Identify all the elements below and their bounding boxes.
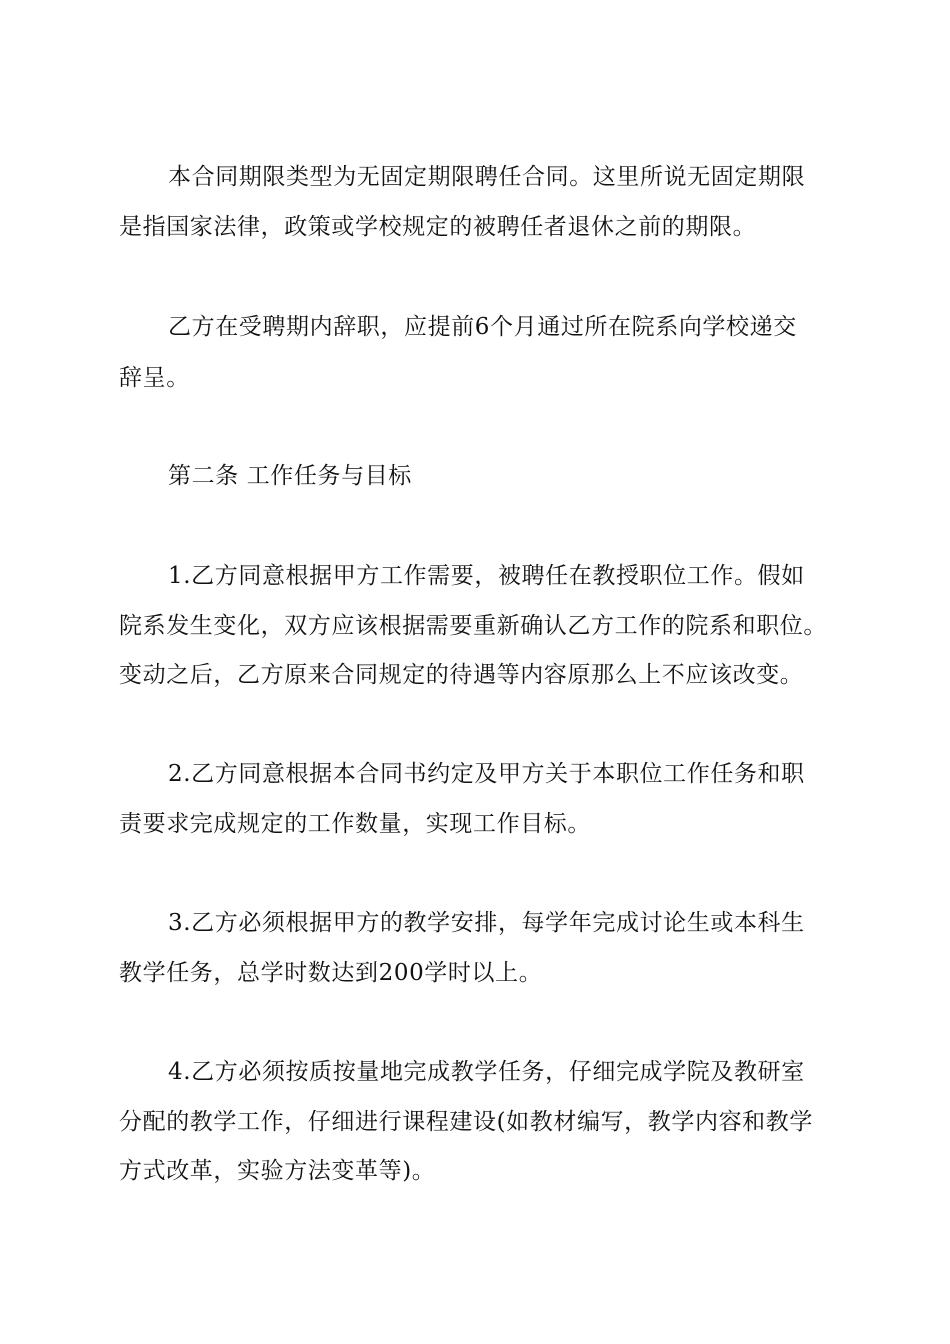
paragraph-line: 是指国家法律，政策或学校规定的被聘任者退休之前的期限。: [119, 214, 757, 240]
paragraph-line: 2.乙方同意根据本合同书约定及甲方关于本职位工作任务和职: [168, 761, 805, 787]
paragraph-line: 责要求完成规定的工作数量，实现工作目标。: [119, 811, 591, 837]
paragraph-line: 方式改革，实验方法变革等)。: [119, 1158, 436, 1184]
paragraph-line: 乙方在受聘期内辞职，应提前6个月通过所在院系向学校递交: [168, 314, 797, 340]
paragraph-line: 变动之后，乙方原来合同规定的待遇等内容原那么上不应该改变。: [119, 662, 804, 688]
paragraph-line: 院系发生变化，双方应该根据需要重新确认乙方工作的院系和职位。: [119, 613, 827, 639]
section-heading: 第二条 工作任务与目标: [168, 463, 412, 489]
paragraph-line: 1.乙方同意根据甲方工作需要，被聘任在教授职位工作。假如: [168, 563, 805, 589]
paragraph-line: 4.乙方必须按质按量地完成教学任务，仔细完成学院及教研室: [168, 1059, 805, 1085]
paragraph-line: 辞呈。: [119, 365, 190, 391]
paragraph-line: 本合同期限类型为无固定期限聘任合同。这里所说无固定期限: [168, 164, 806, 190]
paragraph-line: 分配的教学工作，仔细进行课程建设(如教材编写，教学内容和教学: [119, 1109, 813, 1135]
paragraph-line: 教学任务，总学时数达到200学时以上。: [119, 960, 543, 986]
paragraph-line: 3.乙方必须根据甲方的教学安排，每学年完成讨论生或本科生: [168, 910, 805, 936]
